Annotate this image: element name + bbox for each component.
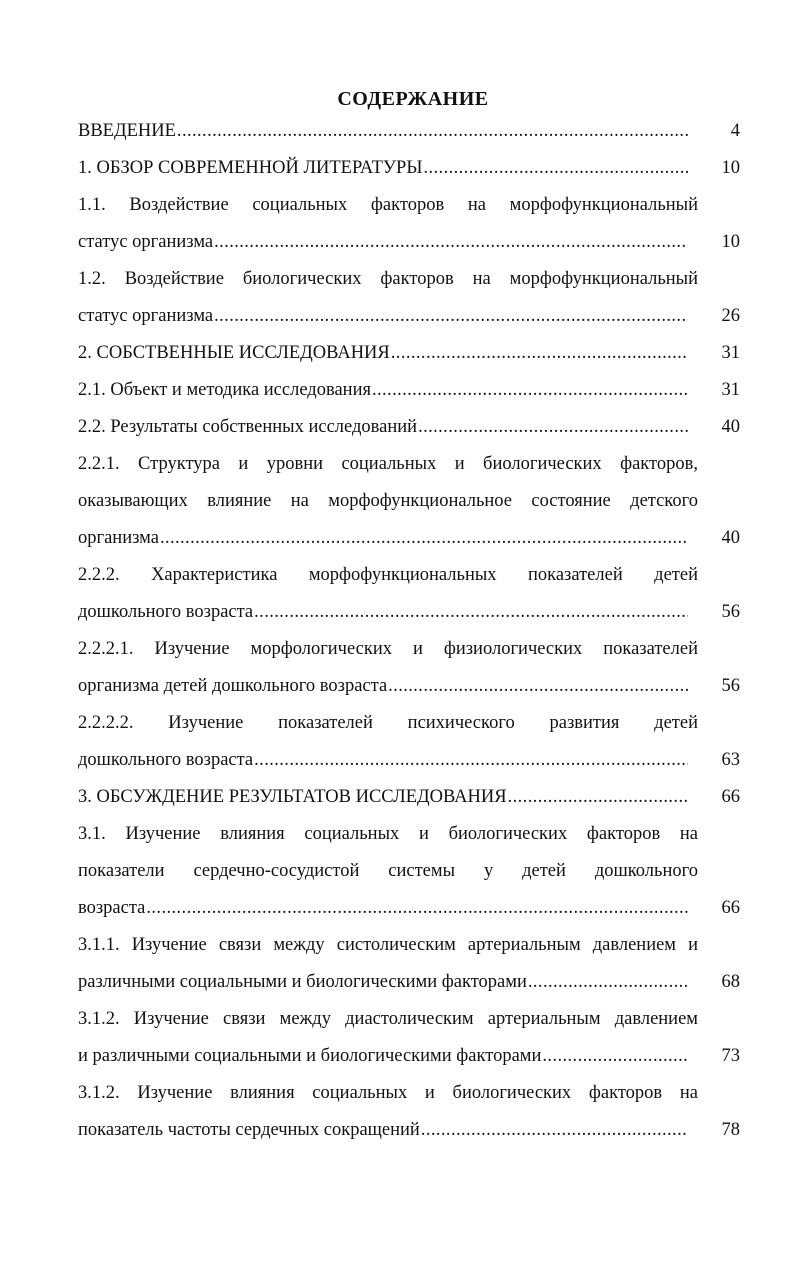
toc-entry-last-line [78,594,740,631]
toc-entry-title: 2.2. Результаты собственных исследований [78,417,418,437]
toc-entry-last-line [78,890,740,927]
page-number: 40 [721,528,740,548]
page-number: 26 [721,306,740,326]
dot-leader [214,224,688,261]
toc-entry[interactable] [78,372,740,409]
toc-entry-last-line [78,409,740,446]
toc-entry-title: показатель частоты сердечных сокращений [78,1120,420,1140]
dot-leader [508,779,688,816]
dot-leader [146,890,688,927]
toc-entry[interactable] [78,631,740,705]
toc-entry[interactable] [78,557,740,631]
toc-entry-line: 2.2.2.1. Изучение морфологических и физиологических показателей [78,639,698,659]
toc-entry-title: и различными социальными и биологическими факторами [78,1046,542,1066]
toc-entry-title: 1. ОБЗОР СОВРЕМЕННОЙ ЛИТЕРАТУРЫ [78,158,423,178]
toc-entry-title: ВВЕДЕНИЕ [78,121,176,141]
toc-entry[interactable] [78,446,740,557]
toc-entry[interactable] [78,1075,740,1149]
toc-list [78,113,740,1149]
toc-entry-title: 2. СОБСТВЕННЫЕ ИССЛЕДОВАНИЯ [78,343,390,363]
toc-entry-line: 3.1.2. Изучение связи между диастолическим артериальным давлением [78,1009,698,1029]
dot-leader [388,668,688,705]
toc-entry-last-line [78,1038,740,1075]
toc-entry-last-line [78,113,740,150]
toc-entry-last-line [78,298,740,335]
toc-entry-line: 3.1. Изучение влияния социальных и биологических факторов на [78,824,698,844]
dot-leader [372,372,688,409]
toc-entry[interactable] [78,187,740,261]
page-number: 56 [721,676,740,696]
page-number: 31 [721,343,740,363]
page-number: 40 [721,417,740,437]
page-number: 68 [721,972,740,992]
toc-entry-last-line [78,668,740,705]
toc-entry[interactable] [78,927,740,1001]
toc-entry-title: статус организма [78,306,214,326]
toc-entry[interactable] [78,113,740,150]
toc-entry[interactable] [78,705,740,779]
toc-entry-title: дошкольного возраста [78,750,254,770]
toc-entry-last-line [78,964,740,1001]
toc-entry-title: различными социальными и биологическими факторами [78,972,527,992]
toc-entry-last-line [78,335,740,372]
toc-entry-last-line [78,372,740,409]
toc-entry-last-line [78,1112,740,1149]
toc-entry-line: показатели сердечно-сосудистой системы у детей дошкольного [78,861,698,881]
page-number: 66 [721,787,740,807]
toc-entry-title: возраста [78,898,146,918]
dot-leader [160,520,688,557]
toc-entry-line: 3.1.2. Изучение влияния социальных и биологических факторов на [78,1083,698,1103]
toc-entry[interactable] [78,409,740,446]
page-number: 56 [721,602,740,622]
dot-leader [542,1038,688,1075]
toc-entry-title: 2.1. Объект и методика исследования [78,380,371,400]
toc-entry-last-line [78,150,740,187]
page-number: 66 [721,898,740,918]
dot-leader [254,594,688,631]
dot-leader [254,742,688,779]
toc-entry-line: 2.2.2. Характеристика морфофункциональных показателей детей [78,565,698,585]
toc-entry-line: 3.1.1. Изучение связи между систолическим артериальным давлением и [78,935,698,955]
toc-entry-title: организма [78,528,159,548]
toc-entry-last-line [78,779,740,816]
toc-entry[interactable] [78,816,740,927]
dot-leader [423,150,688,187]
toc-entry-line: 1.2. Воздействие биологических факторов на морфофункциональный [78,269,698,289]
page-number: 63 [721,750,740,770]
dot-leader [391,335,688,372]
dot-leader [421,1112,688,1149]
dot-leader [418,409,688,446]
toc-entry-line: 1.1. Воздействие социальных факторов на морфофункциональный [78,195,698,215]
dot-leader [177,113,688,150]
toc-entry-line: 2.2.1. Структура и уровни социальных и биологических факторов, [78,454,698,474]
toc-entry-last-line [78,520,740,557]
page-number: 78 [721,1120,740,1140]
toc-entry-last-line [78,224,740,261]
toc-entry-last-line [78,742,740,779]
dot-leader [214,298,688,335]
table-of-contents [78,88,740,1149]
page-number: 4 [730,121,740,141]
toc-entry-line: оказывающих влияние на морфофункциональное состояние детского [78,491,698,511]
toc-entry[interactable] [78,335,740,372]
dot-leader [528,964,688,1001]
page-number: 73 [721,1046,740,1066]
toc-entry-line: 2.2.2.2. Изучение показателей психического развития детей [78,713,698,733]
page-number: 10 [721,158,740,178]
toc-entry[interactable] [78,1001,740,1075]
toc-entry[interactable] [78,261,740,335]
page-number: 10 [721,232,740,252]
toc-entry-title: организма детей дошкольного возраста [78,676,388,696]
toc-entry[interactable] [78,150,740,187]
page-number: 31 [721,380,740,400]
toc-entry-title: дошкольного возраста [78,602,254,622]
toc-entry[interactable] [78,779,740,816]
toc-entry-title: статус организма [78,232,214,252]
page-title: СОДЕРЖАНИЕ [337,88,489,110]
toc-entry-title: 3. ОБСУЖДЕНИЕ РЕЗУЛЬТАТОВ ИССЛЕДОВАНИЯ [78,787,507,807]
